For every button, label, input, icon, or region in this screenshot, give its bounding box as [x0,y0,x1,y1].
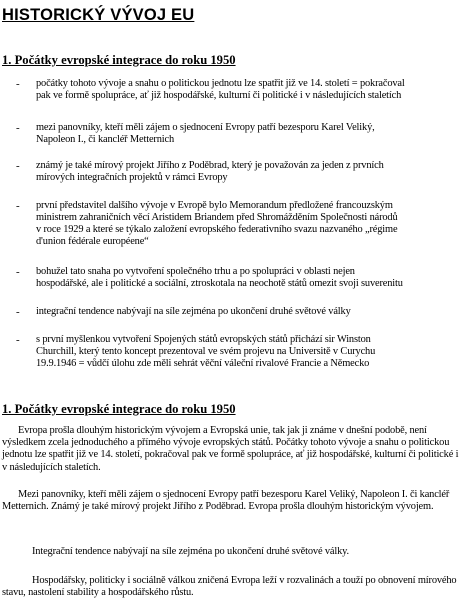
bullet-dash: - [16,306,20,318]
section-heading-1: 1. Počátky evropské integrace do roku 1950 [2,53,236,67]
paragraph [2,489,462,513]
bullet-line: mírových integračních projektů v rámci Evropy [36,172,228,183]
bullet-line: hospodářské, ale i politické a sociální, ztroskotala na neochotě států omezit svoji suverenitu [36,278,403,289]
bullet-line: v roce 1929 a které se týkalo založení evropského federativního svazu nazvaného „régime d'union fédérale européene“ [36,224,398,247]
bullet-line: známý je také mírový projekt Jiřího z Poděbrad, který je považován za jeden z prvních [36,160,384,171]
bullet-line: bohužel tato snaha po vytvoření společného trhu a po spolupráci v oblasti nejen [36,266,355,277]
paragraph-text: Mezi panovníky, kteří měli zájem o sjednocení Evropy patří bezesporu Karel Veliký, Napoleon I. či kancléř Metternich. Známý je také mírový projekt Jiřího z Poděbrad. Evropa prošla dlouhým historickým vývojem. [2,489,450,513]
bullet-line: počátky tohoto vývoje a snahu o politickou jednotu lze spatřit již ve 14. století = pokračoval [36,78,405,89]
document-title: HISTORICKÝ VÝVOJ EU [2,6,195,24]
paragraph-text: Hospodářsky, politicky i sociálně válkou zničená Evropa leží v rozvalinách a touží po obnovení mírového stavu, nastolení stability a hospodářského růstu. [2,575,457,599]
paragraph-text: Evropa prošla dlouhým historickým vývojem a Evropská unie, tak jak ji známe v dnešní podobě, není výsledkem zcela jednoduchého a přímého vývoje evropských států. Počátky tohoto vývoje a snahu o politickou jednotu lze spatřit již ve 14. století, pokračoval pak ve formě spolupráce, ať již hospodářské, kulturní či politické i v následujících staletích. [2,425,459,473]
bullet-line: s první myšlenkou vytvoření Spojených států evropských států přichází sir Winston [36,334,371,345]
bullet-line: integrační tendence nabývají na síle zejména po ukončení druhé světové války [36,306,351,317]
bullet-line: Napoleon I., či kancléř Metternich [36,134,174,145]
bullet-line: první představitel dalšího vývoje v Evropě bylo Memorandum předložené francouzským [36,200,393,211]
bullet-line: Churchill, který tento koncept prezentoval ve svém projevu na Universitě v Curychu [36,346,376,357]
bullet-dash: - [16,160,20,172]
bullet-dash: - [16,200,20,212]
bullet-line: ministrem zahraničních věcí Aristidem Briandem před Shromážděním Společnosti národů [36,212,398,223]
paragraph [2,575,462,599]
bullet-line: 19.9.1946 = vůdčí úlohu zde měli sehrát věční váleční rivalové Francie a Německo [36,358,370,369]
bullet-dash: - [16,266,20,278]
bullet-dash: - [16,334,20,346]
paragraph-text: Integrační tendence nabývají na síle zejména po ukončení druhé světové války. [32,546,349,557]
paragraph [2,425,462,474]
bullet-dash: - [16,78,20,90]
section-heading-2: 1. Počátky evropské integrace do roku 1950 [2,402,236,416]
paragraph [2,546,462,558]
bullet-dash: - [16,122,20,134]
bullet-line: mezi panovníky, kteří měli zájem o sjednocení Evropy patří bezesporu Karel Veliký, [36,122,375,133]
bullet-line: pak ve formě spolupráce, ať již hospodářské, kulturní či politické i v následujících staletích [36,90,402,101]
